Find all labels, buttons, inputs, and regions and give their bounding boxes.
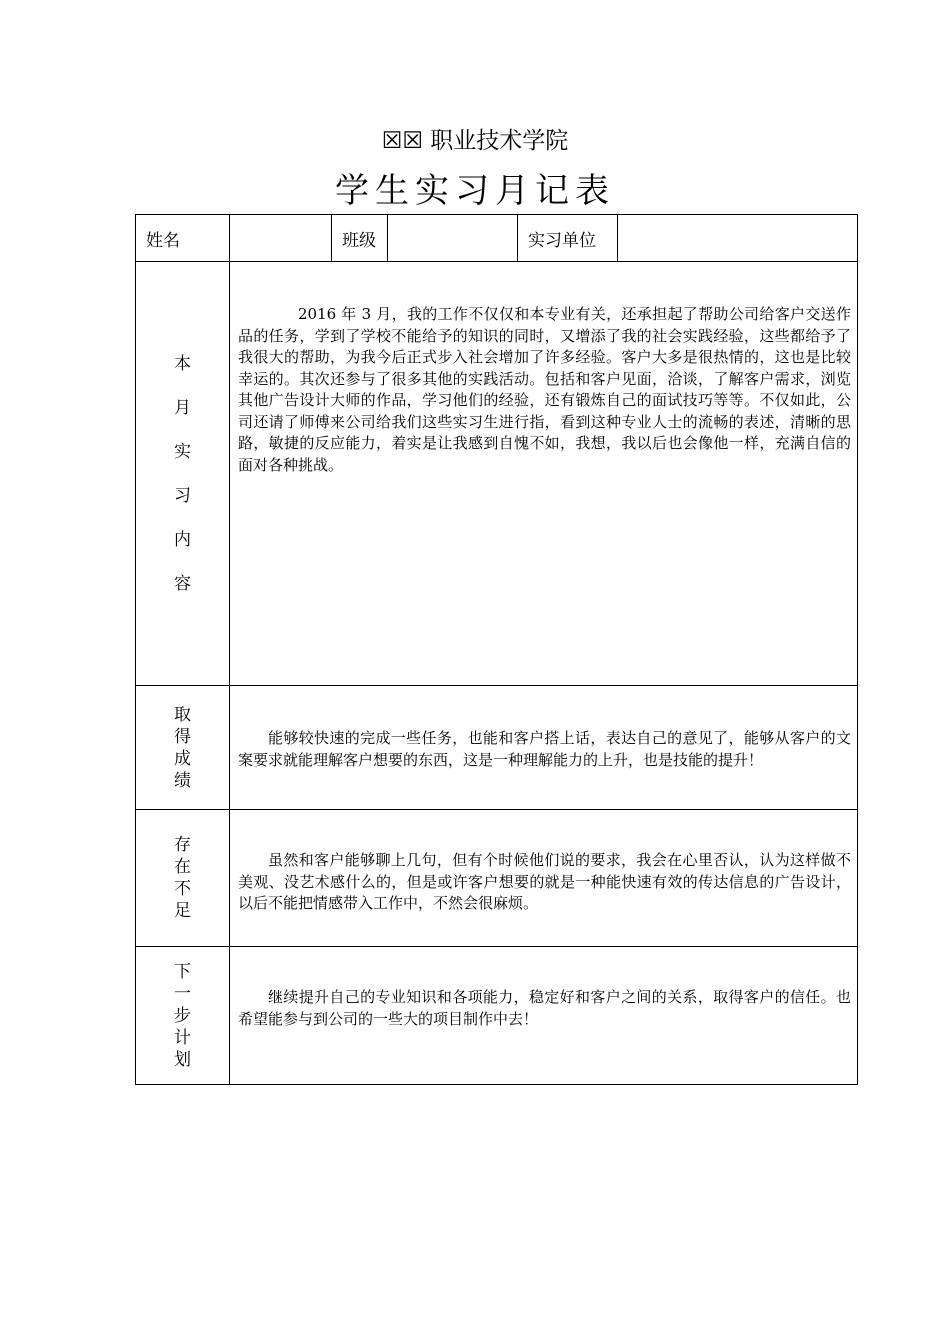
plan-text: 继续提升自己的专业知识和各项能力，稳定好和客户之间的关系，取得客户的信任。也希望能参与到公司的一些大的项目制作中去！ [238,988,851,1028]
school-name: ☒☒ 职业技术学院 [381,128,569,154]
content-label [136,262,230,686]
class-label: 班级 [332,215,388,262]
results-label-char: 得 [174,726,191,747]
results-row [136,686,858,810]
plan-label [136,947,230,1085]
content-text-cell[interactable] [230,262,858,686]
content-row [136,262,858,686]
internship-form-table [135,214,858,1085]
content-label-char: 实 [174,441,191,462]
results-text: 能够较快速的完成一些任务，也能和客户搭上话，表达自己的意见了，能够从客户的文案要求就能理解客户想要的东西，这是一种理解能力的上升，也是技能的提升！ [238,729,851,769]
form-title: 学生实习月记表 [335,171,615,211]
content-text: 2016 年 3 月，我的工作不仅仅和本专业有关，还承担起了帮助公司给客户交送作品的任务，学到了学校不能给予的知识的同时，又增添了我的社会实践经验，这些都给予了我很大的帮助，为我今后正式步入社会增加了许多经验。客户大多是很热情的，这也是比较幸运的。其次还参与了很多其他的实践活动。包括和客户见面，洽谈，了解客户需求，浏览其他广告设计大师的作品，学习他们的经验，还有锻炼自己的面试技巧等等。不仅如此，公司还请了师傅来公司给我们这些实习生进行指，看到这种专业人士的流畅的表述，清晰的思路，敏捷的反应能力，着实是让我感到自愧不如，我想，我以后也会像他一样，充满自信的面对各种挑战。 [238,305,851,474]
content-label-char: 月 [174,397,191,418]
shortcomings-label [136,810,230,947]
unit-label: 实习单位 [518,215,618,262]
plan-label-char: 一 [174,983,191,1004]
plan-label-char: 步 [174,1005,191,1026]
results-label-char: 绩 [174,770,191,791]
info-row [136,215,858,262]
plan-text-cell[interactable] [230,947,858,1085]
content-label-char: 本 [174,353,191,374]
results-label [136,686,230,810]
content-label-char: 习 [174,485,191,506]
shortcomings-text-cell[interactable] [230,810,858,947]
shortcomings-label-char: 在 [174,857,191,877]
plan-label-char: 下 [174,961,191,982]
results-text-cell[interactable] [230,686,858,810]
content-label-char: 容 [174,573,191,594]
shortcomings-label-char: 足 [174,901,191,921]
name-label: 姓名 [136,215,230,262]
plan-label-char: 计 [174,1027,191,1048]
shortcomings-text: 虽然和客户能够聊上几句，但有个时候他们说的要求，我会在心里否认，认为这样做不美观、没艺术感什么的，但是或许客户想要的就是一种能快速有效的传达信息的广告设计，以后不能把情感带入工作中，不然会很麻烦。 [238,851,851,912]
shortcomings-label-char: 不 [174,879,191,899]
results-label-char: 成 [174,748,191,769]
results-label-char: 取 [174,704,191,725]
name-field[interactable] [230,215,332,262]
shortcomings-row [136,810,858,947]
class-field[interactable] [388,215,518,262]
shortcomings-label-char: 存 [174,835,191,855]
content-label-char: 内 [174,529,191,550]
unit-field[interactable] [618,215,858,262]
plan-label-char: 划 [174,1049,191,1070]
plan-row [136,947,858,1085]
